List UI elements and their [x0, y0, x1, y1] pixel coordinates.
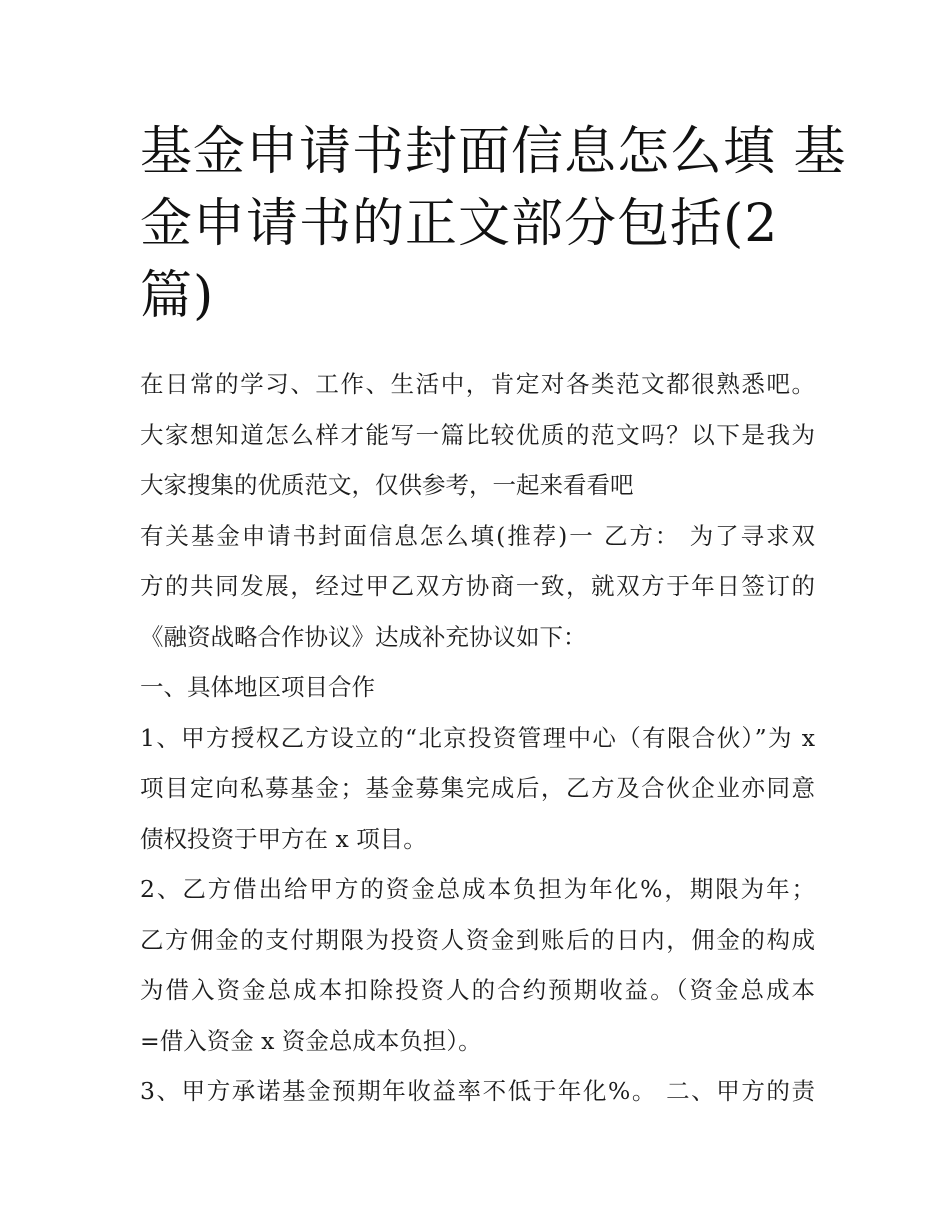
body-line-1: 在日常的学习、工作、生活中，肯定对各类范文都很熟悉吧。 — [140, 370, 815, 398]
title-line-2: 金申请书的正文部分包括(2 — [140, 194, 779, 254]
body-line-5: 方的共同发展，经过甲乙双方协商一致，就双方于年日签订的 — [140, 572, 815, 600]
body-line-2: 大家想知道怎么样才能写一篇比较优质的范文吗？以下是我为 — [140, 420, 815, 449]
document-page — [140, 116, 847, 1117]
body-line-14: =借入资金 x 资金总成本负担）。 — [140, 1026, 482, 1055]
body-line-15: 3、甲方承诺基金预期年收益率不低于年化%。 二、甲方的责 — [140, 1077, 815, 1105]
body-line-3: 大家搜集的优质范文，仅供参考，一起来看看吧 — [140, 471, 634, 499]
body-line-11: 2、乙方借出给甲方的资金总成本负担为年化%，期限为年； — [140, 875, 815, 903]
document-title — [140, 116, 847, 332]
body-line-10: 债权投资于甲方在 x 项目。 — [140, 824, 427, 853]
body-line-12: 乙方佣金的支付期限为投资人资金到账后的日内，佣金的构成 — [140, 925, 815, 954]
body-line-7: 一、具体地区项目合作 — [140, 673, 375, 701]
body-line-6: 《融资战略合作协议》达成补充协议如下： — [140, 622, 587, 651]
document-body — [140, 359, 815, 1117]
body-line-13: 为借入资金总成本扣除投资人的合约预期收益。（资金总成本 — [140, 976, 815, 1004]
title-line-1: 基金申请书封面信息怎么填 基 — [140, 122, 847, 182]
body-line-9: 项目定向私募基金；基金募集完成后，乙方及合伙企业亦同意 — [140, 774, 815, 802]
body-line-8: 1、甲方授权乙方设立的“北京投资管理中心（有限合伙）”为 x — [140, 723, 815, 752]
title-line-3: 篇) — [140, 266, 215, 326]
body-line-4: 有关基金申请书封面信息怎么填(推荐)一 乙方： 为了寻求双 — [140, 521, 815, 550]
